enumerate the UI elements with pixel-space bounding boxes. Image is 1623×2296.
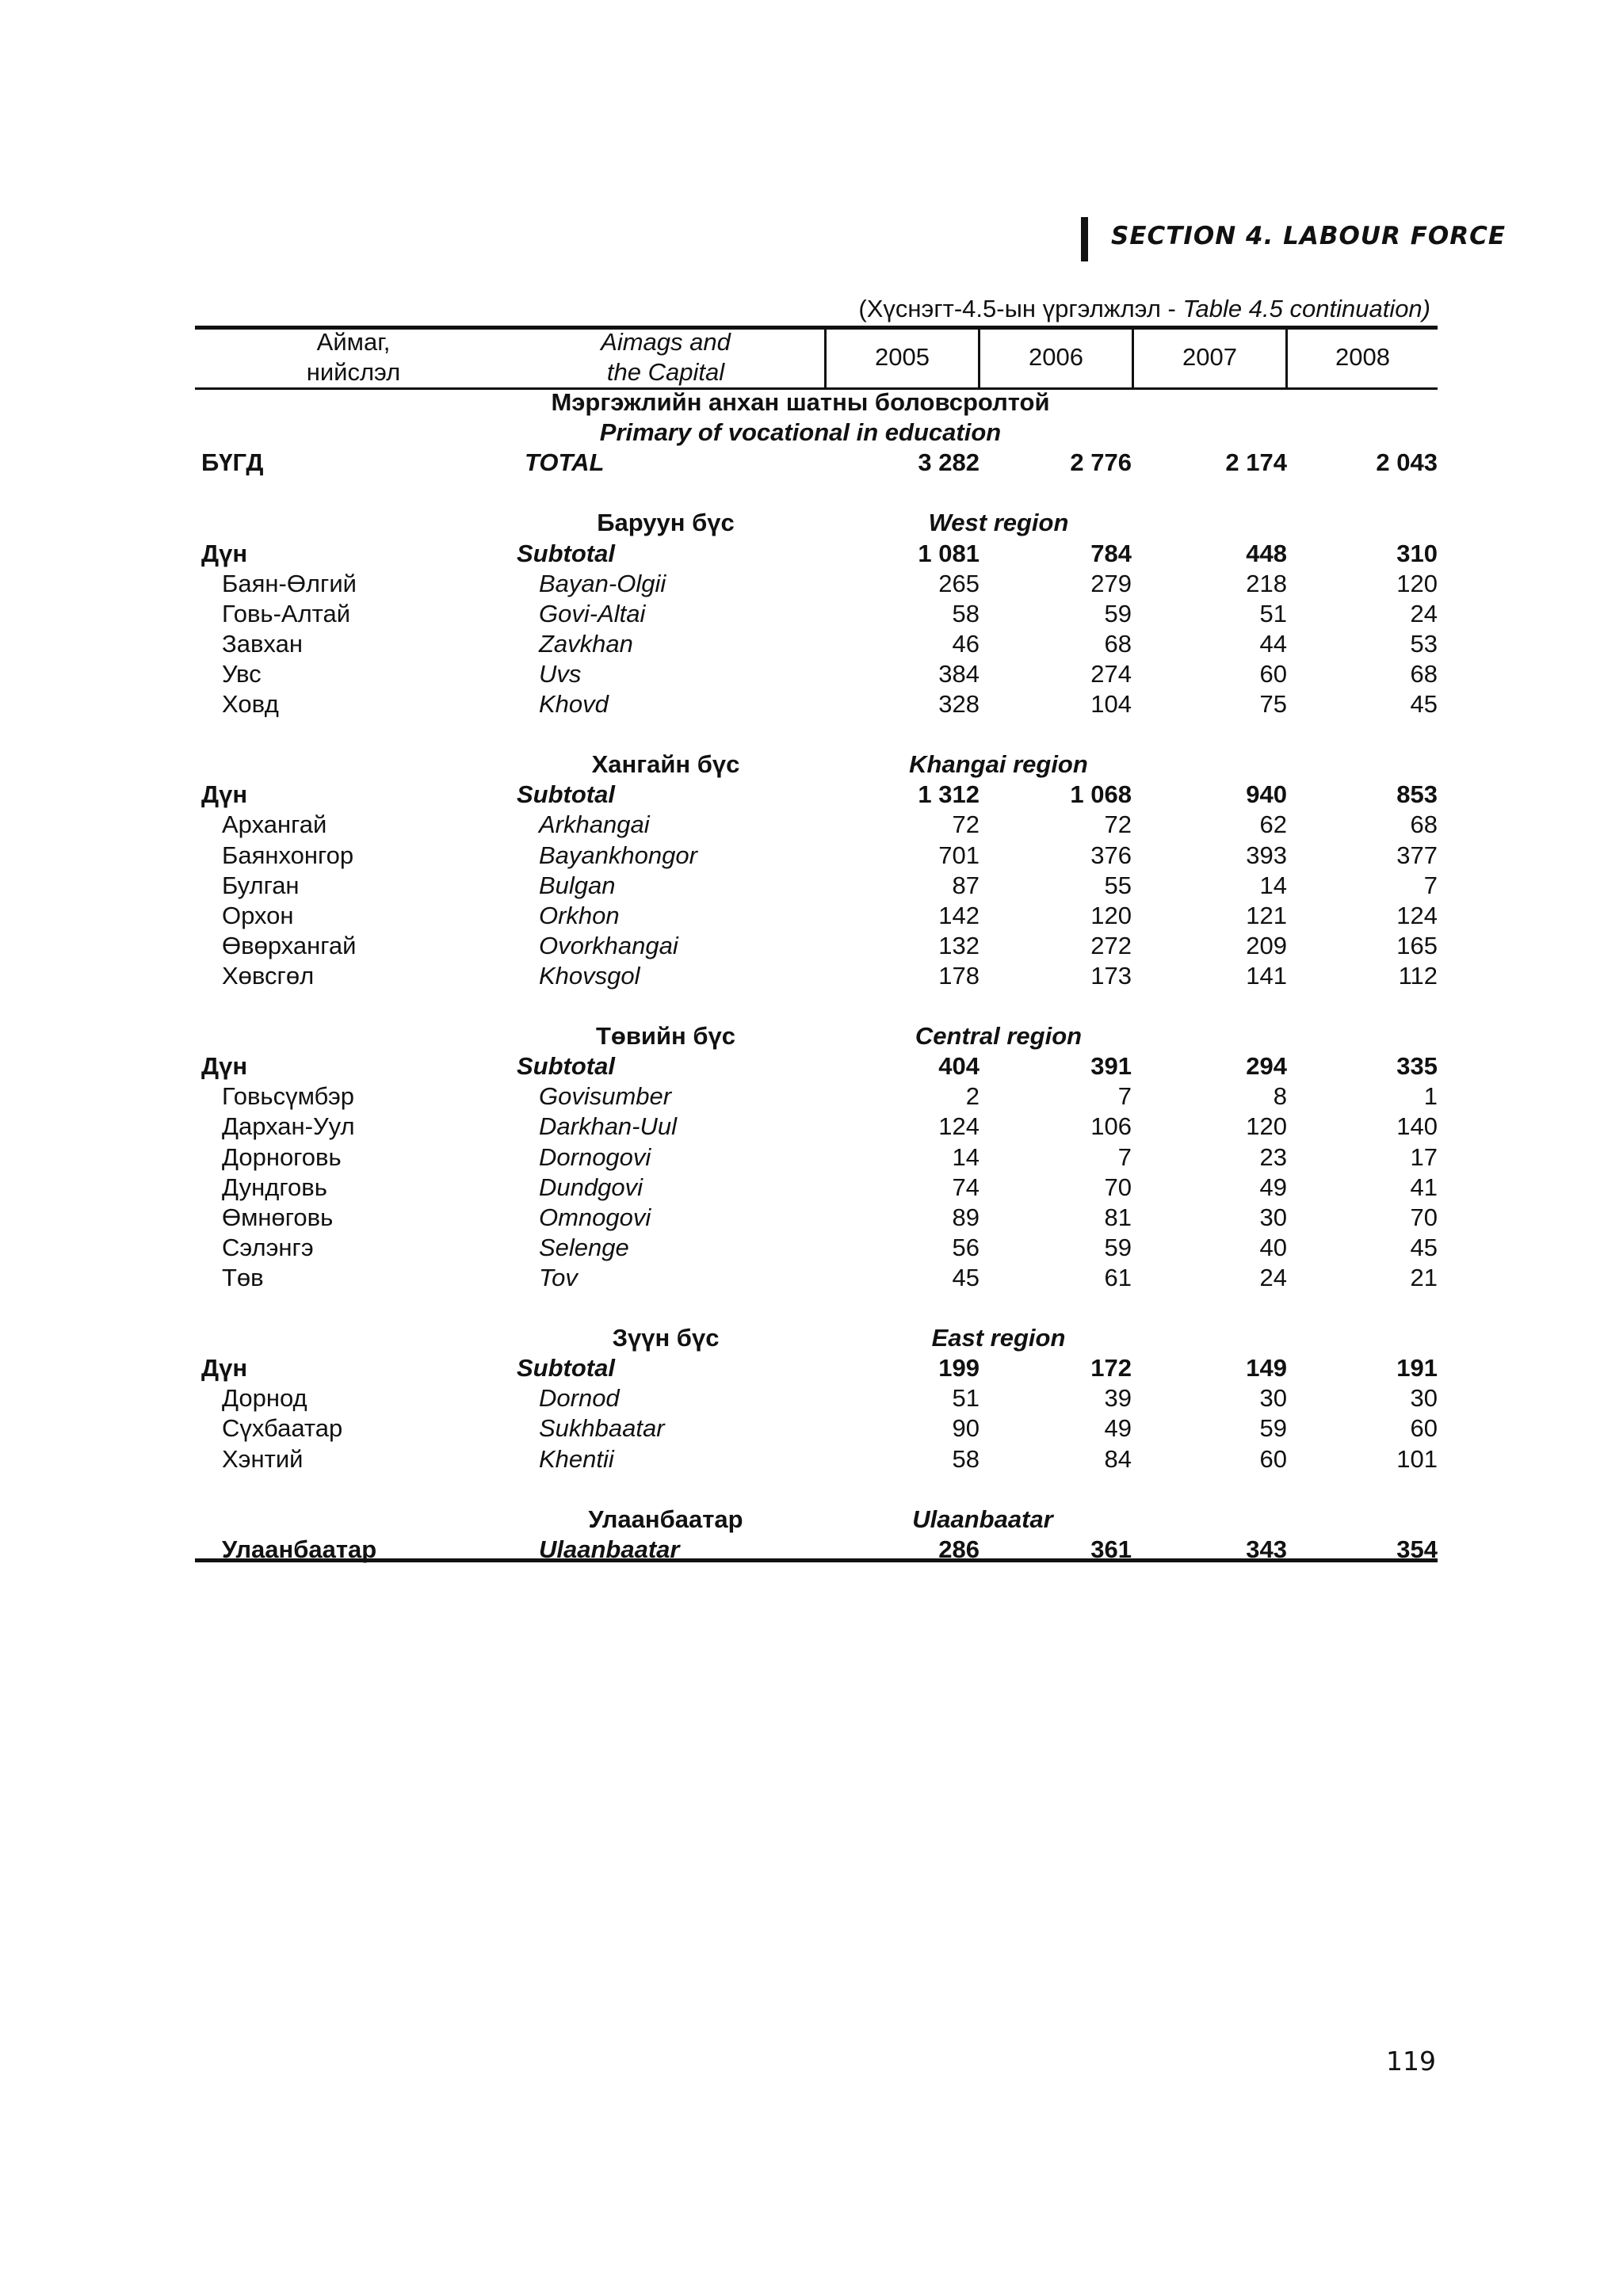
value-cell: 120 <box>1090 901 1132 929</box>
value-cell: 30 <box>1259 1384 1287 1413</box>
value-cell: 199 <box>938 1354 980 1383</box>
value-cell: 112 <box>1398 961 1438 990</box>
subtotal-label-mn: Дүн <box>201 780 248 809</box>
value-cell: 104 <box>1090 690 1132 718</box>
category-title-en: Primary of vocational in education <box>599 418 1002 447</box>
value-cell: 120 <box>1246 1112 1287 1141</box>
value-cell: 173 <box>1090 961 1132 990</box>
value-cell: 24 <box>1259 1263 1287 1291</box>
region-heading-mn: Зүүн бүс <box>612 1324 720 1352</box>
value-cell: 209 <box>1246 931 1287 959</box>
value-cell: 393 <box>1246 841 1287 869</box>
value-cell: 40 <box>1259 1233 1287 1261</box>
total-label-mn: БҮГД <box>201 448 264 477</box>
region-heading-en: Ulaanbaatar <box>912 1505 1053 1533</box>
value-cell: 87 <box>952 871 980 899</box>
value-cell: 51 <box>1259 599 1287 627</box>
value-cell: 7 <box>1117 1142 1132 1171</box>
region-heading-en: West region <box>928 509 1069 537</box>
value-cell: 53 <box>1410 629 1438 658</box>
region-heading-en: Khangai region <box>909 750 1088 779</box>
value-cell: 62 <box>1259 810 1287 839</box>
value-cell: 61 <box>1104 1263 1132 1291</box>
aimag-name-mn: Сүхбаатар <box>222 1414 343 1443</box>
value-cell: 7 <box>1117 1082 1132 1111</box>
value-cell: 141 <box>1246 961 1287 990</box>
value-cell: 81 <box>1104 1203 1132 1231</box>
aimag-name-mn: Ховд <box>222 690 279 718</box>
value-cell: 17 <box>1410 1142 1438 1171</box>
region-heading-mn: Баруун бүс <box>597 509 735 537</box>
value-cell: 24 <box>1410 599 1438 627</box>
value-cell: 68 <box>1410 810 1438 839</box>
region-heading-mn: Төвийн бүс <box>595 1022 735 1051</box>
value-cell: 1 068 <box>1070 780 1132 809</box>
aimag-name-en: Bulgan <box>539 871 616 899</box>
aimag-name-en: Bayankhongor <box>539 841 697 869</box>
value-cell: 49 <box>1259 1173 1287 1201</box>
value-cell: 335 <box>1396 1052 1438 1081</box>
value-cell: 172 <box>1090 1354 1132 1383</box>
value-cell: 132 <box>938 931 980 959</box>
value-cell: 89 <box>952 1203 980 1231</box>
value-cell: 101 <box>1396 1444 1438 1473</box>
value-cell: 940 <box>1246 780 1287 809</box>
aimag-name-en: Govisumber <box>539 1082 672 1111</box>
value-cell: 59 <box>1104 599 1132 627</box>
aimag-name-mn: Хөвсгөл <box>222 961 315 990</box>
aimag-name-en: Tov <box>539 1263 578 1291</box>
region-heading-en: East region <box>931 1324 1066 1352</box>
aimag-name-mn: Говьсүмбэр <box>222 1082 355 1111</box>
value-cell: 41 <box>1410 1173 1438 1201</box>
value-cell: 58 <box>952 1444 980 1473</box>
aimag-name-en: Dundgovi <box>539 1173 643 1201</box>
value-cell: 84 <box>1104 1444 1132 1473</box>
value-cell: 45 <box>1410 690 1438 718</box>
table-caption <box>792 295 1430 323</box>
aimag-name-en: Uvs <box>539 659 582 688</box>
value-cell: 376 <box>1090 841 1132 869</box>
value-cell: 361 <box>1090 1535 1132 1563</box>
aimag-name-en: Zavkhan <box>539 629 633 658</box>
aimag-name-en: Dornogovi <box>539 1142 651 1171</box>
aimag-name-en: Sukhbaatar <box>539 1414 665 1443</box>
region-heading-mn: Хангайн бүс <box>591 750 740 779</box>
aimag-name-mn: Дорнод <box>222 1384 307 1413</box>
value-cell: 72 <box>952 810 980 839</box>
value-cell: 23 <box>1259 1142 1287 1171</box>
aimag-name-en: Arkhangai <box>539 810 650 839</box>
value-cell: 149 <box>1246 1354 1287 1383</box>
subtotal-label-en: Subtotal <box>517 1052 615 1081</box>
value-cell: 384 <box>938 659 980 688</box>
aimag-name-en: Khovd <box>539 690 609 718</box>
page-number: 119 <box>1386 2046 1436 2077</box>
value-cell: 2 776 <box>1070 448 1132 477</box>
value-cell: 310 <box>1396 539 1438 567</box>
aimag-name-mn: Дархан-Уул <box>222 1112 355 1141</box>
aimag-name-mn: Баянхонгор <box>222 841 354 869</box>
value-cell: 49 <box>1104 1414 1132 1443</box>
column-header-aimag-en: Aimags and <box>601 328 731 356</box>
value-cell: 218 <box>1246 569 1287 597</box>
value-cell: 265 <box>938 569 980 597</box>
value-cell: 8 <box>1273 1082 1287 1111</box>
column-header-year: 2007 <box>1182 343 1237 371</box>
value-cell: 70 <box>1104 1173 1132 1201</box>
column-header-aimag-en: the Capital <box>606 358 725 386</box>
value-cell: 1 <box>1423 1082 1438 1111</box>
column-header-year: 2008 <box>1335 343 1390 371</box>
aimag-name-mn: Булган <box>222 871 300 899</box>
value-cell: 142 <box>938 901 980 929</box>
subtotal-label-mn: Дүн <box>201 1052 248 1081</box>
value-cell: 784 <box>1090 539 1132 567</box>
aimag-name-mn: Архангай <box>222 810 327 839</box>
value-cell: 72 <box>1104 810 1132 839</box>
aimag-name-en: Govi-Altai <box>539 599 646 627</box>
value-cell: 3 282 <box>918 448 980 477</box>
aimag-name-en: Selenge <box>539 1233 629 1261</box>
aimag-name-mn: Өмнөговь <box>222 1203 334 1231</box>
aimag-name-en: Omnogovi <box>539 1203 651 1231</box>
value-cell: 391 <box>1090 1052 1132 1081</box>
value-cell: 90 <box>952 1414 980 1443</box>
value-cell: 14 <box>952 1142 980 1171</box>
total-label-en: TOTAL <box>525 448 605 477</box>
value-cell: 448 <box>1246 539 1287 567</box>
value-cell: 343 <box>1246 1535 1287 1563</box>
aimag-name-en: Khentii <box>539 1444 614 1473</box>
value-cell: 60 <box>1410 1414 1438 1443</box>
value-cell: 46 <box>952 629 980 658</box>
subtotal-label-en: Subtotal <box>517 1354 615 1383</box>
value-cell: 120 <box>1396 569 1438 597</box>
region-heading-en: Central region <box>915 1022 1083 1051</box>
value-cell: 68 <box>1410 659 1438 688</box>
value-cell: 56 <box>952 1233 980 1261</box>
value-cell: 121 <box>1246 901 1287 929</box>
value-cell: 328 <box>938 690 980 718</box>
aimag-name-mn: Говь-Алтай <box>222 599 351 627</box>
value-cell: 1 312 <box>918 780 980 809</box>
value-cell: 178 <box>938 961 980 990</box>
value-cell: 45 <box>952 1263 980 1291</box>
value-cell: 75 <box>1259 690 1287 718</box>
value-cell: 354 <box>1396 1535 1438 1563</box>
value-cell: 70 <box>1410 1203 1438 1231</box>
aimag-name-en: Orkhon <box>539 901 620 929</box>
value-cell: 51 <box>952 1384 980 1413</box>
value-cell: 55 <box>1104 871 1132 899</box>
value-cell: 853 <box>1396 780 1438 809</box>
value-cell: 1 081 <box>918 539 980 567</box>
subtotal-label-mn: Дүн <box>201 539 248 567</box>
value-cell: 7 <box>1423 871 1438 899</box>
section-marker-bar <box>1081 217 1088 261</box>
aimag-name-mn: Орхон <box>222 901 294 929</box>
value-cell: 68 <box>1104 629 1132 658</box>
value-cell: 701 <box>938 841 980 869</box>
value-cell: 30 <box>1410 1384 1438 1413</box>
section-title: SECTION 4. LABOUR FORCE <box>1111 222 1507 250</box>
aimag-name-mn: Хэнтий <box>222 1444 304 1473</box>
value-cell: 59 <box>1259 1414 1287 1443</box>
capital-label-en: Ulaanbaatar <box>539 1535 680 1563</box>
value-cell: 124 <box>938 1112 980 1141</box>
section-header <box>1081 214 1507 261</box>
value-cell: 59 <box>1104 1233 1132 1261</box>
value-cell: 272 <box>1090 931 1132 959</box>
value-cell: 60 <box>1259 1444 1287 1473</box>
value-cell: 274 <box>1090 659 1132 688</box>
value-cell: 14 <box>1259 871 1287 899</box>
value-cell: 165 <box>1396 931 1438 959</box>
aimag-name-en: Darkhan-Uul <box>539 1112 678 1141</box>
value-cell: 377 <box>1396 841 1438 869</box>
value-cell: 140 <box>1396 1112 1438 1141</box>
aimag-name-en: Dornod <box>539 1384 620 1413</box>
category-title-mn: Мэргэжлийн анхан шатны боловсролтой <box>551 388 1050 416</box>
column-header-year: 2006 <box>1029 343 1083 371</box>
aimag-name-mn: Төв <box>222 1263 264 1291</box>
value-cell: 60 <box>1259 659 1287 688</box>
value-cell: 30 <box>1259 1203 1287 1231</box>
value-cell: 39 <box>1104 1384 1132 1413</box>
value-cell: 2 043 <box>1376 448 1438 477</box>
aimag-name-mn: Дорноговь <box>222 1142 342 1171</box>
capital-label-mn: Улаанбаатар <box>222 1535 377 1563</box>
value-cell: 45 <box>1410 1233 1438 1261</box>
aimag-name-mn: Дундговь <box>222 1173 327 1201</box>
aimag-name-mn: Өвөрхангай <box>222 931 357 959</box>
subtotal-label-en: Subtotal <box>517 780 615 809</box>
value-cell: 106 <box>1090 1112 1132 1141</box>
value-cell: 286 <box>938 1535 980 1563</box>
value-cell: 2 174 <box>1225 448 1287 477</box>
aimag-name-mn: Увс <box>222 659 262 688</box>
value-cell: 191 <box>1396 1354 1438 1383</box>
caption-en: Table 4.5 continuation) <box>1182 295 1430 322</box>
aimag-name-mn: Завхан <box>222 629 303 658</box>
aimag-name-en: Ovorkhangai <box>539 931 678 959</box>
aimag-name-en: Bayan-Olgii <box>539 569 666 597</box>
value-cell: 58 <box>952 599 980 627</box>
value-cell: 21 <box>1410 1263 1438 1291</box>
value-cell: 74 <box>952 1173 980 1201</box>
value-cell: 404 <box>938 1052 980 1081</box>
subtotal-label-en: Subtotal <box>517 539 615 567</box>
region-heading-mn: Улаанбаатар <box>588 1505 743 1533</box>
value-cell: 44 <box>1259 629 1287 658</box>
value-cell: 279 <box>1090 569 1132 597</box>
aimag-name-mn: Баян-Өлгий <box>222 569 357 597</box>
aimag-name-en: Khovsgol <box>539 961 640 990</box>
subtotal-label-mn: Дүн <box>201 1354 248 1383</box>
value-cell: 294 <box>1246 1052 1287 1081</box>
column-header-year: 2005 <box>875 343 930 371</box>
aimag-name-mn: Сэлэнгэ <box>222 1233 314 1261</box>
caption-mn: (Хүснэгт-4.5-ын үргэлжлэл - <box>858 295 1183 322</box>
value-cell: 2 <box>965 1082 980 1111</box>
column-header-aimag-mn: Аймаг, <box>316 328 391 356</box>
value-cell: 124 <box>1396 901 1438 929</box>
column-header-aimag-mn: нийслэл <box>306 358 401 386</box>
